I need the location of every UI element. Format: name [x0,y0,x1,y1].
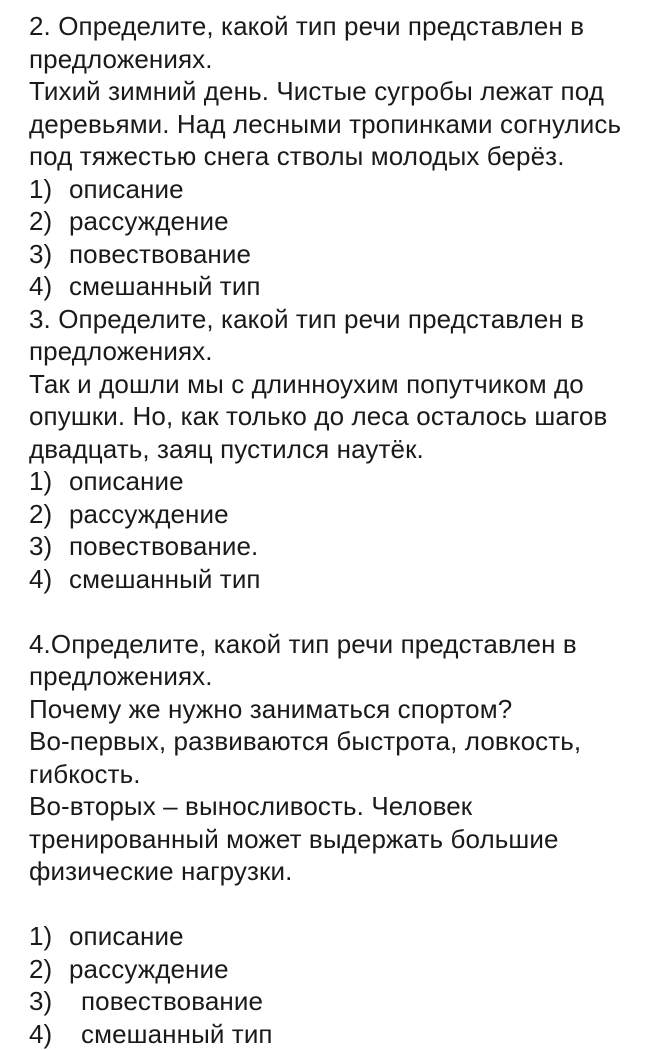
question-2-title: 2. Определите, какой тип речи представлен в [29,10,665,43]
question-4-text: гибкость. [29,758,665,791]
question-4-option-2 [29,953,665,986]
option-number: 3) [29,238,69,271]
question-4-title-cont: предложениях. [29,660,665,693]
option-label: смешанный тип [69,270,261,303]
option-number: 3) [29,985,81,1018]
option-number: 2) [29,498,69,531]
question-3-option-1 [29,465,665,498]
question-2-title-cont: предложениях. [29,43,665,76]
question-3-text: Так и дошли мы с длинноухим попутчиком до [29,368,665,401]
option-label: смешанный тип [69,563,261,596]
question-3-text: опушки. Но, как только до леса осталось шагов [29,400,665,433]
question-4-text: физические нагрузки. [29,855,665,888]
question-2 [29,10,665,303]
option-label: повествование [69,238,251,271]
question-3-option-4 [29,563,665,596]
option-label: повествование [81,985,263,1018]
question-4-option-1 [29,920,665,953]
option-number: 1) [29,465,69,498]
option-number: 1) [29,173,69,206]
option-label: повествование. [69,530,258,563]
question-2-option-1 [29,173,665,206]
question-4-text: Во-вторых – выносливость. Человек [29,790,665,823]
option-number: 1) [29,920,69,953]
question-2-text: Тихий зимний день. Чистые сугробы лежат под [29,75,665,108]
question-4 [29,628,665,1050]
option-number: 4) [29,270,69,303]
question-2-text: под тяжестью снега стволы молодых берёз. [29,140,665,173]
spacer [29,888,665,921]
question-3-title-cont: предложениях. [29,335,665,368]
question-4-text: Почему же нужно заниматься спортом? [29,693,665,726]
option-label: описание [69,920,184,953]
document-page [29,10,665,1050]
option-label: рассуждение [69,953,229,986]
question-3 [29,303,665,596]
option-number: 2) [29,205,69,238]
question-2-option-2 [29,205,665,238]
question-2-option-4 [29,270,665,303]
question-4-title: 4.Определите, какой тип речи представлен в [29,628,665,661]
option-label: рассуждение [69,498,229,531]
question-4-option-4 [29,1018,665,1050]
option-number: 3) [29,530,69,563]
question-2-option-3 [29,238,665,271]
option-number: 4) [29,563,69,596]
option-label: описание [69,173,184,206]
question-3-option-3 [29,530,665,563]
question-3-text: двадцать, заяц пустился наутёк. [29,433,665,466]
question-2-text: деревьями. Над лесными тропинками согнулись [29,108,665,141]
question-4-text: тренированный может выдержать большие [29,823,665,856]
option-label: описание [69,465,184,498]
question-4-text: Во-первых, развиваются быстрота, ловкость, [29,725,665,758]
option-label: смешанный тип [81,1018,273,1050]
option-label: рассуждение [69,205,229,238]
question-4-option-3 [29,985,665,1018]
option-number: 4) [29,1018,81,1050]
question-3-option-2 [29,498,665,531]
option-number: 2) [29,953,69,986]
spacer [29,595,665,628]
question-3-title: 3. Определите, какой тип речи представлен в [29,303,665,336]
